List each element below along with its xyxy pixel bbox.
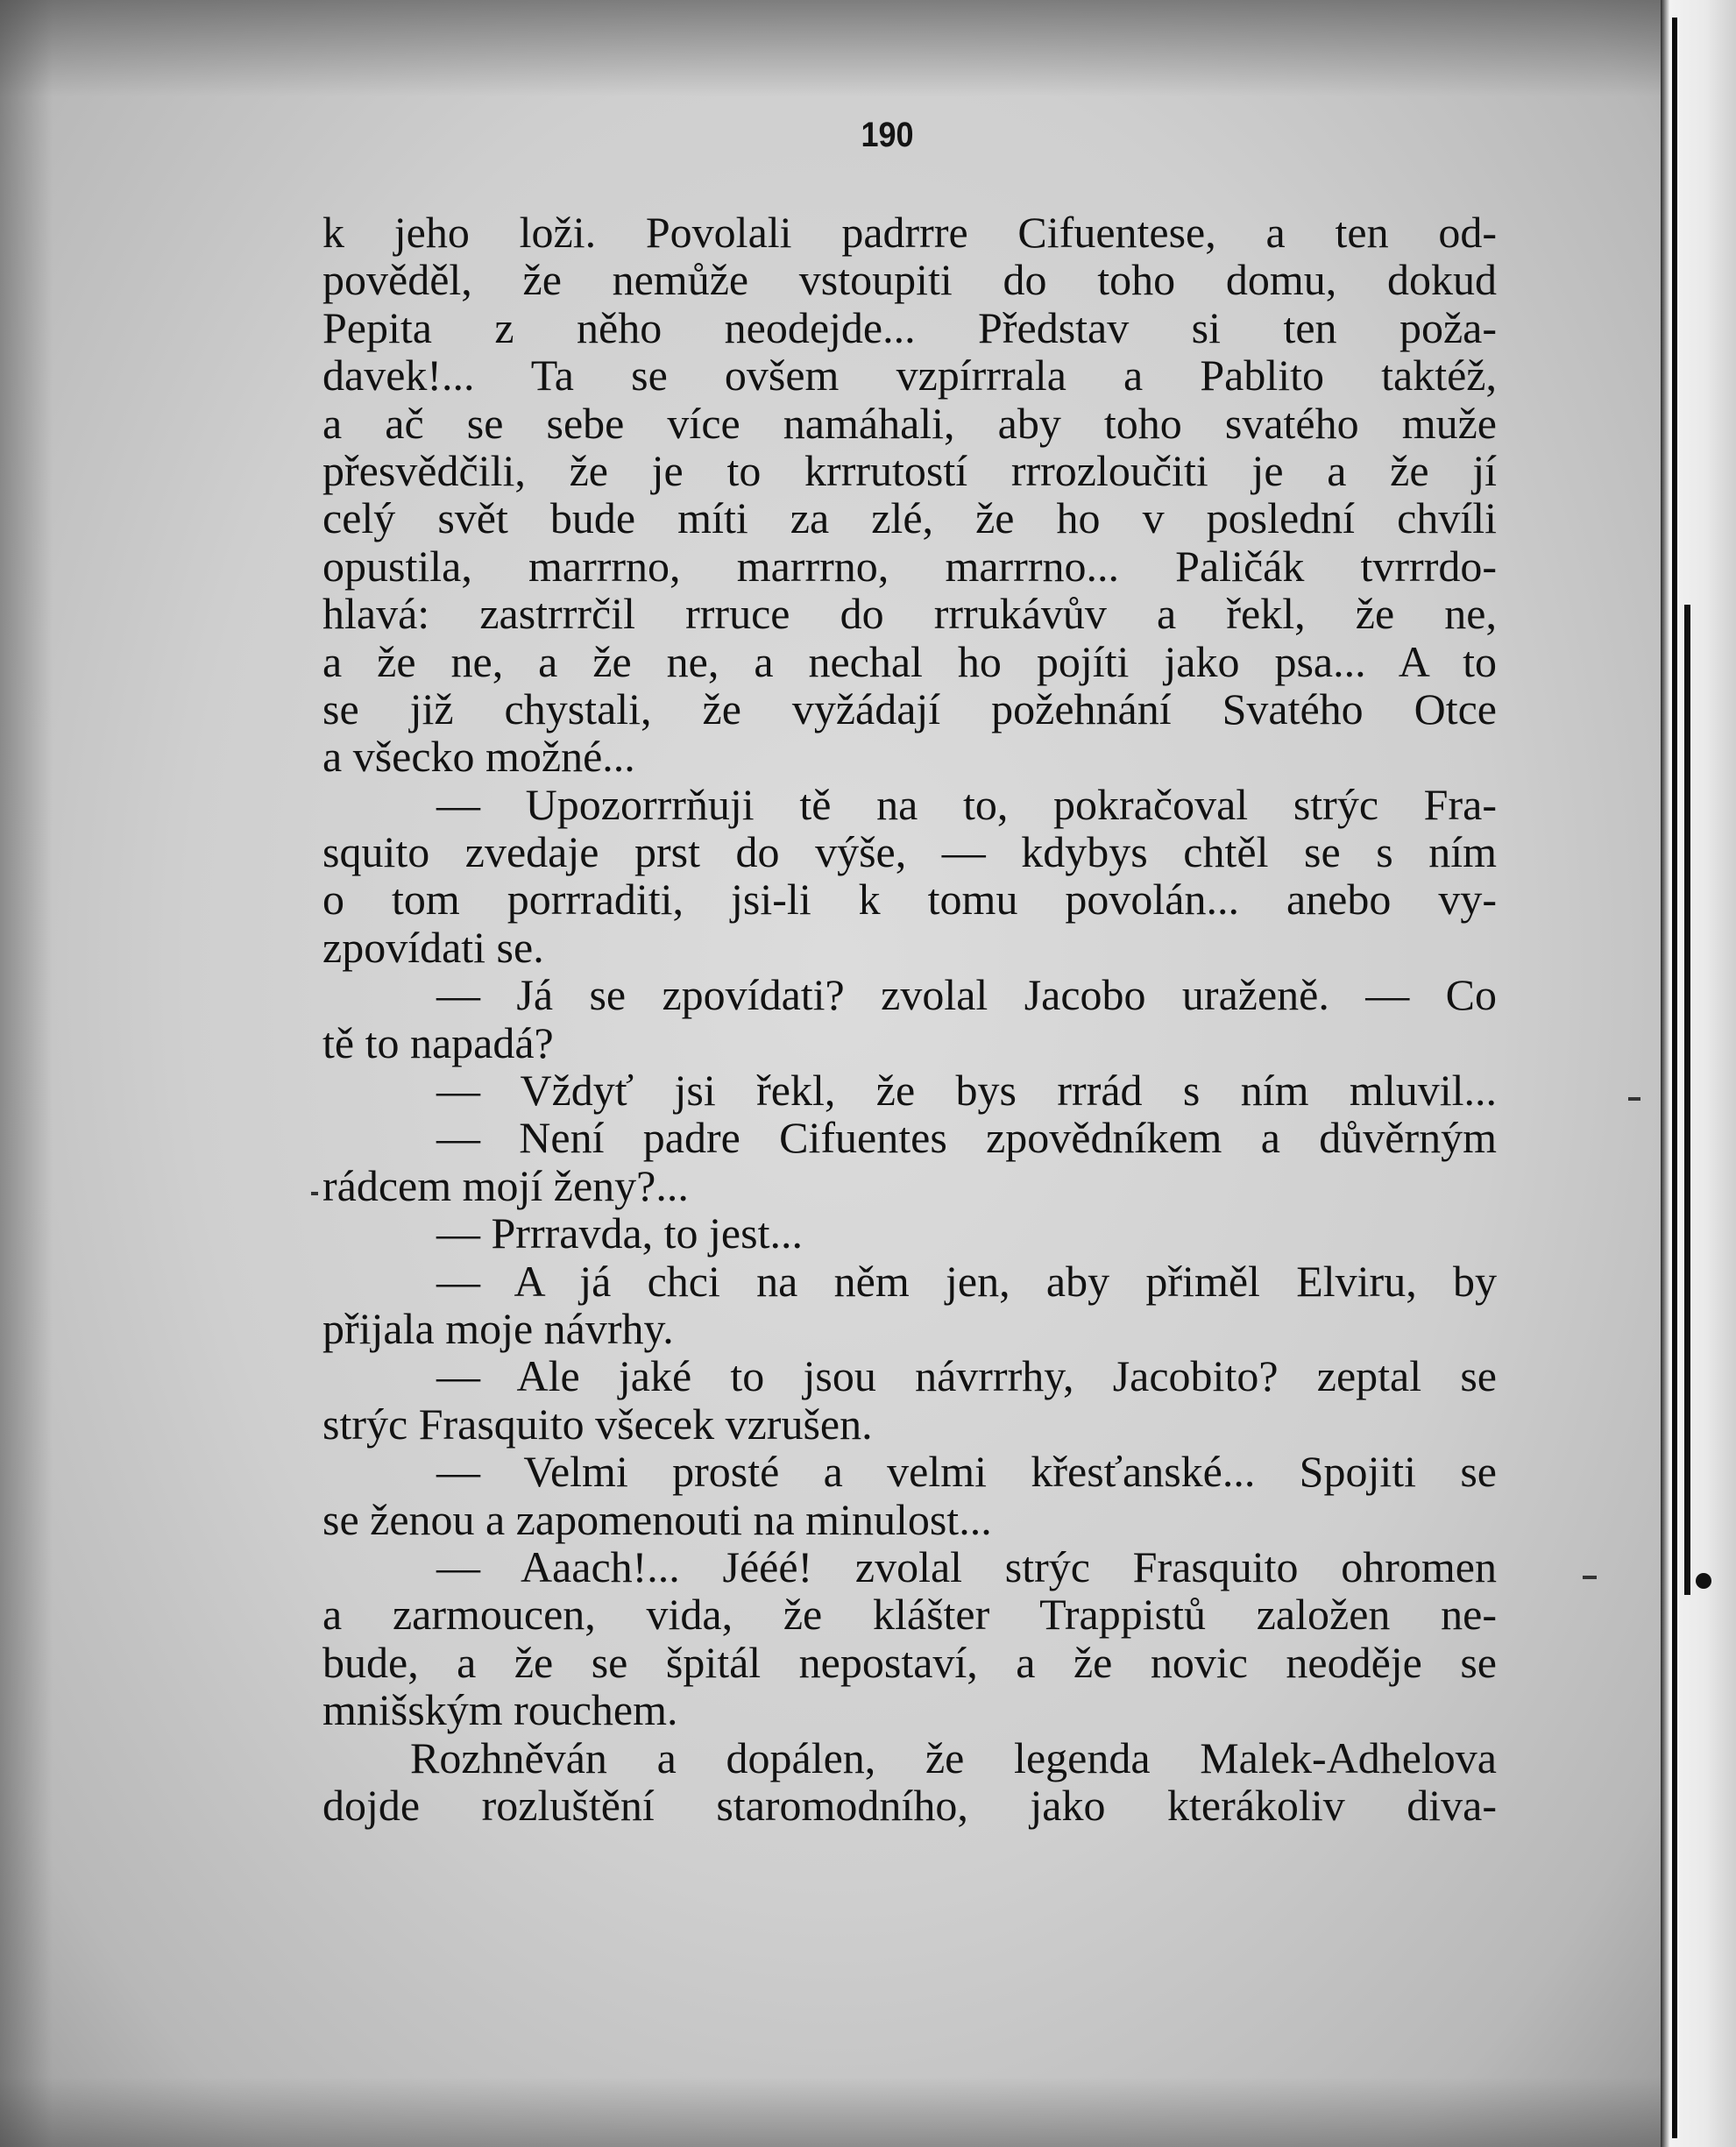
page-edge-shadow-bottom	[0, 2077, 1669, 2147]
text-line: se ženou a zapomenouti na minulost...	[322, 1494, 992, 1544]
text-line: — Velmi prosté a velmi křesťanské... Spojiti se	[436, 1447, 1497, 1497]
page-edge-shadow-left	[0, 0, 53, 2147]
margin-mark	[1583, 1576, 1597, 1579]
body-text	[322, 209, 1497, 1829]
text-line: přesvědčili, že je to krrrutostí rrrozloučiti je a že jí	[322, 445, 1497, 495]
page-edge-shadow-top	[0, 0, 1669, 96]
text-line: a ač se sebe více namáhali, aby toho svatého muže	[322, 398, 1497, 448]
text-line: hlavá: zastrrrčil rrruce do rrrukávův a řekl, že ne,	[322, 589, 1497, 639]
text-line: přijala moje návrhy.	[322, 1303, 674, 1353]
text-line: bude, a že se špitál nepostaví, a že novic neoděje se	[322, 1637, 1497, 1687]
text-line: squito zvedaje prst do výše, — kdybys chtěl se s ním	[322, 827, 1497, 877]
text-line: mnišským rouchem.	[322, 1685, 678, 1735]
margin-mark	[1628, 1097, 1640, 1101]
text-line: a všecko možné...	[322, 732, 635, 782]
text-line: o tom porrraditi, jsi-li k tomu povolán... anebo vy-	[322, 875, 1497, 925]
text-line: — Vždyť jsi řekl, že bys rrrád s ním mluvil...	[436, 1066, 1497, 1116]
text-line: k jeho loži. Povolali padrrre Cifuentese, a ten od-	[322, 208, 1497, 257]
text-line: — Prrravda, to jest...	[436, 1208, 803, 1258]
text-line: — A já chci na něm jen, aby přiměl Elviru, by	[436, 1256, 1497, 1306]
text-line: — Ale jaké to jsou návrrrhy, Jacobito? zeptal se	[436, 1351, 1497, 1401]
text-line: — Upozorrrňuji tě na to, pokračoval strýc Fra-	[436, 779, 1497, 829]
spine-edge-line	[1672, 18, 1677, 2138]
text-line: a že ne, a že ne, a nechal ho pojíti jako psa... A to	[322, 636, 1497, 686]
page-number: 190	[861, 116, 914, 154]
text-line: Rozhněván a dopálen, že legenda Malek-Adhelova	[410, 1732, 1497, 1782]
text-line: tě to napadá?	[322, 1017, 554, 1067]
text-line: zpovídati se.	[322, 922, 544, 972]
text-line: celý svět bude míti za zlé, že ho v poslední chvíli	[322, 493, 1497, 543]
text-line: Pepita z něho neodejde... Představ si ten poža-	[322, 302, 1497, 352]
text-line: dojde rozluštění staromodního, jako kterákoliv diva-	[322, 1780, 1497, 1830]
text-line: — Aaach!... Jééé! zvolal strýc Frasquito ohromen	[436, 1541, 1497, 1591]
text-line: — Já se zpovídati? zvolal Jacobo uraženě. — Co	[436, 970, 1497, 1020]
text-line: davek!... Ta se ovšem vzpírrrala a Pablito taktéž,	[322, 351, 1497, 400]
margin-mark	[311, 1192, 318, 1195]
text-line: opustila, marrrno, marrrno, marrrno... Paličák tvrrrdo-	[322, 541, 1497, 591]
text-line: — Není padre Cifuentes zpovědníkem a důvěrným	[436, 1113, 1497, 1163]
margin-bracket	[1684, 605, 1720, 1595]
margin-bracket-end	[1696, 1573, 1711, 1589]
text-line: rádcem mojí ženy?...	[322, 1160, 689, 1210]
text-line: strýc Frasquito všecek vzrušen.	[322, 1399, 873, 1449]
text-line: pověděl, že nemůže vstoupiti do toho domu, dokud	[322, 255, 1497, 305]
text-line: se již chystali, že vyžádají požehnání Svatého Otce	[322, 684, 1497, 733]
text-line: a zarmoucen, vida, že klášter Trappistů založen ne-	[322, 1590, 1497, 1640]
